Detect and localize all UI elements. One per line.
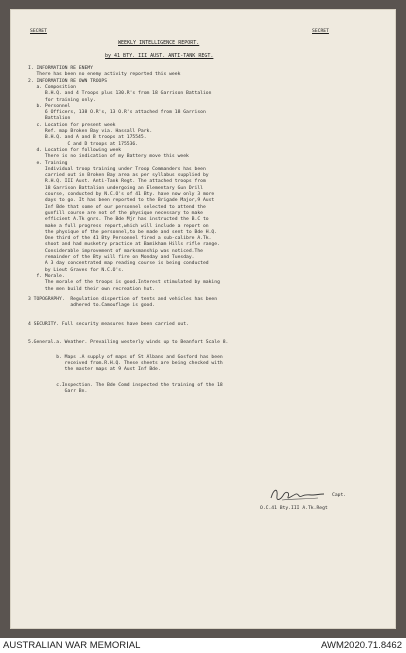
document-page — [10, 9, 396, 629]
report-line: Inf Bde that some of our personnel selected to attend the — [28, 204, 206, 210]
report-line: days to go. It has been reported to the Brigade Major,9 Aust — [28, 198, 215, 204]
footer-institution: AUSTRALIAN WAR MEMORIAL — [3, 640, 141, 651]
section-general-weather: 5.General.a. Weather. Prevailing westerly winds up to Beanfort Scale 8. — [28, 340, 229, 345]
report-line: Battalion — [28, 116, 71, 122]
report-line: a. Composition — [28, 84, 76, 90]
handwritten-signature — [268, 486, 330, 504]
report-line: 2. INFORMATION RE OWN TROOPS — [28, 78, 108, 84]
report-line: There is no indication of my Battery move this week — [28, 154, 189, 160]
report-line: C and D troops at 175536. — [28, 141, 139, 147]
section-general-inspection: c.Inspection. The Bde Comd inspected the training of the 18 Garr Bn. — [56, 383, 223, 394]
report-line: There has been no enemy activity reported this week — [28, 72, 181, 78]
section-general-maps: b. Maps .A supply of maps of St Albans and Gosford has been received from.R.H.Q. These sheets are being checked with the master maps at 9 Aust Inf Bde. — [56, 355, 223, 372]
report-line: The morale of the troops is good.Interest stimulated by making — [28, 280, 220, 286]
report-line: f. Morale. — [28, 273, 65, 279]
report-line: R.H.Q. III Aust. Anti-Tank Regt. The attached troops from — [28, 179, 206, 185]
signature-title: O.C.41 Bty.III A.Tk.Regt — [260, 506, 328, 511]
report-line: carried out in Broken Bay area as per syllabus supplied by — [28, 173, 209, 179]
report-line: e. Training — [28, 160, 68, 166]
report-line: course, conducted by N.C.O's of 41 Bty. have now only 3 more — [28, 192, 215, 197]
report-line: A 3 day concentrated map reading course is being conducted — [28, 261, 209, 267]
report-line: One third of the 41 Bty Personnel fired a sub-calibre A.Tk. — [28, 236, 212, 242]
report-line: B.H.Q. and 4 Troops plus 130.R's from 18 Garrison Battalion — [28, 91, 212, 97]
report-line: gunfill course are not of the physique necessary to make — [28, 210, 203, 216]
report-line: the men build their own recreation hut. — [28, 286, 155, 292]
report-line: Ref. map Broken Bay via. Hassall Park. — [28, 129, 153, 134]
secret-marking-right: SECRET — [312, 29, 329, 34]
report-line: Individual troop training under Troop Commanders has been — [28, 166, 206, 172]
report-unit: by 41 BTY. III AUST. ANTI-TANK REGT. — [105, 53, 214, 59]
section-topography: 3 TOPOGRAPHY. Regulation dispertion of tents and vehicles has been adhered to.Camouflage is good. — [28, 297, 218, 308]
report-line: 6 Officers, 138 O.R's, 13 O.R's attached from 18 Garrison — [28, 110, 206, 116]
signature-rank: Capt. — [332, 493, 347, 498]
report-line: efficient A.Tk gnrs. The Bde Mjr has instructed the B.C to — [28, 217, 209, 223]
section-security: 4 SECURITY. Full security measures have been carried out. — [28, 322, 189, 327]
report-line: make a full progress report,which will include a report on — [28, 223, 209, 229]
report-line: I. INFORMATION RE ENEMY — [28, 66, 93, 71]
report-line: 18 Garrison Battalion undergoing an Elementary Gun Drill — [28, 185, 203, 191]
archive-footer — [0, 638, 406, 653]
report-line: c. Location for present week — [28, 122, 116, 128]
report-line: d. Location for following week — [28, 147, 122, 153]
footer-accession-number: AWM2020.71.8462 — [321, 640, 402, 651]
report-line: B.H.Q. and A and B troops at 175545. — [28, 135, 147, 141]
report-title: WEEKLY INTELLIGENCE REPORT. — [118, 40, 200, 46]
report-line: b. Personnel — [28, 103, 71, 109]
report-line: the physique of the personnel,to be made and sent to Bde H.Q. — [28, 229, 218, 235]
report-line: by Lieut Graves for N.C.O's. — [28, 267, 124, 273]
report-line: shoot and had musketry practice at Bamikham Hills rifle range. — [28, 242, 220, 248]
report-line: for training only. — [28, 97, 96, 103]
report-line: remainder of the Bty will fire on Monday and Tuesday. — [28, 255, 195, 260]
secret-marking-left: SECRET — [30, 29, 47, 34]
report-line: Considerable improvement of marksmanship was noticed.The — [28, 248, 203, 254]
